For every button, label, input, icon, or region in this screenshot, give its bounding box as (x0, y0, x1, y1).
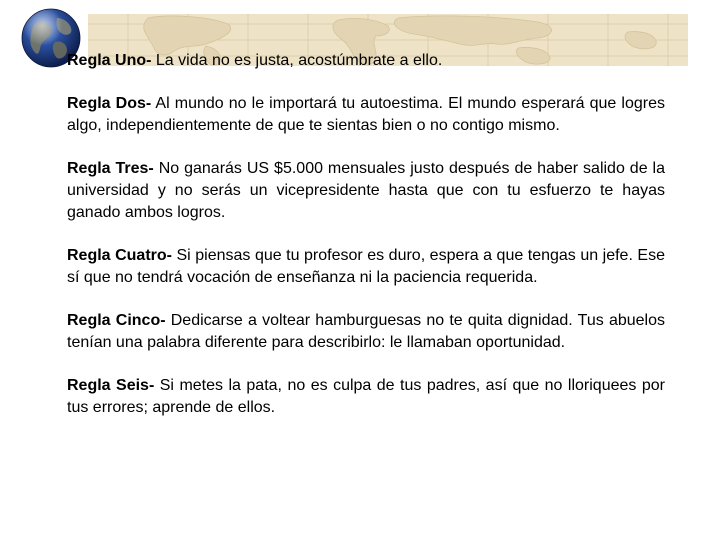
rule-six-text: Si metes la pata, no es culpa de tus padres, así que no lloriquees por tus errores; aprende de ellos. (67, 377, 665, 416)
rule-four-title: Regla Cuatro- (67, 247, 172, 264)
rule-three-text: No ganarás US $5.000 mensuales justo después de haber salido de la universidad y no serás un vicepresidente hasta que con tu esfuerzo te hayas ganado ambos logros. (67, 160, 665, 221)
rule-six (67, 375, 665, 419)
rule-three-title: Regla Tres- (67, 160, 154, 177)
rule-two-text: Al mundo no le importará tu autoestima. El mundo esperará que logres algo, independientemente de que te sientas bien o no contigo mismo. (67, 95, 665, 134)
rule-one-text: La vida no es justa, acostúmbrate a ello. (151, 52, 443, 69)
rule-two (67, 93, 665, 137)
rule-four-text: Si piensas que tu profesor es duro, espera a que tengas un jefe. Ese sí que no tendrá vocación de enseñanza ni la paciencia requerida. (67, 247, 665, 286)
rule-five (67, 310, 665, 354)
rule-one-title: Regla Uno- (67, 52, 152, 69)
rule-six-title: Regla Seis- (67, 377, 155, 394)
rule-two-title: Regla Dos- (67, 95, 152, 112)
rule-five-text: Dedicarse a voltear hamburguesas no te quita dignidad. Tus abuelos tenían una palabra diferente para describirlo: le llamaban oportunidad. (67, 312, 665, 351)
rule-five-title: Regla Cinco- (67, 312, 166, 329)
rule-four (67, 245, 665, 289)
rule-three (67, 158, 665, 224)
rule-one (67, 50, 665, 72)
rules-list (67, 50, 665, 440)
